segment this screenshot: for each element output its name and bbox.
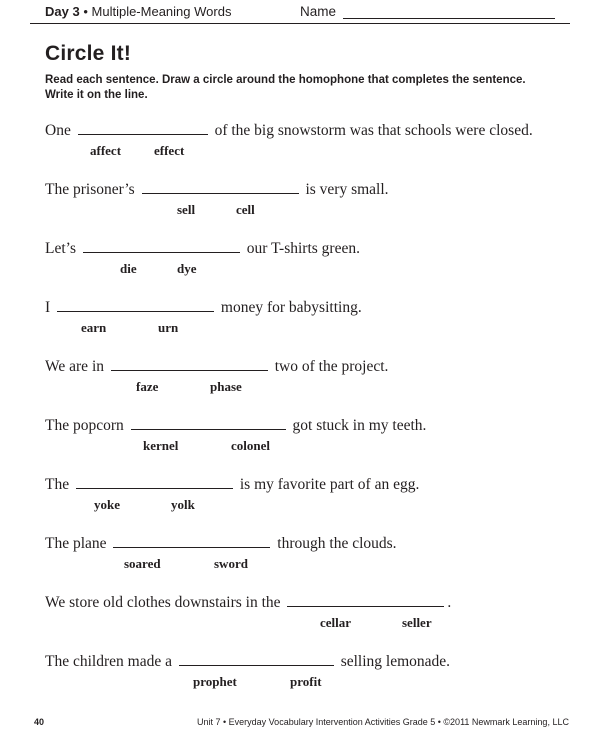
sentence-8-start: The plane [45, 535, 107, 552]
header-bullet: • [83, 4, 88, 19]
choice-sword[interactable]: sword [214, 556, 248, 571]
answer-blank-9[interactable] [287, 596, 444, 607]
name-field[interactable] [343, 18, 555, 19]
choice-dye[interactable]: dye [177, 261, 197, 276]
choice-die[interactable]: die [120, 261, 137, 276]
choice-effect[interactable]: effect [154, 143, 185, 158]
sentence-9-start: We store old clothes downstairs in the [45, 594, 281, 611]
instructions-line-2: Write it on the line. [45, 89, 148, 101]
sentence-5-start: We are in [45, 358, 104, 375]
sentence-9 [45, 594, 451, 612]
answer-blank-7[interactable] [76, 478, 233, 489]
sentence-10-start: The children made a [45, 653, 172, 670]
choice-soared[interactable]: soared [124, 556, 161, 571]
topic-label: Multiple-Meaning Words [91, 4, 232, 19]
sentence-10 [45, 653, 450, 671]
header-divider [30, 23, 570, 24]
name-label: Name [300, 4, 337, 19]
choice-colonel[interactable]: colonel [231, 438, 270, 453]
sentence-2-end: is very small. [305, 181, 389, 198]
choice-faze[interactable]: faze [136, 379, 159, 394]
choice-cell[interactable]: cell [236, 202, 255, 217]
page-header [45, 4, 557, 22]
sentence-4-end: money for babysitting. [220, 299, 362, 316]
choice-cellar[interactable]: cellar [320, 615, 352, 630]
sentence-6-end: got stuck in my teeth. [292, 417, 427, 434]
sentence-5-end: two of the project. [274, 358, 389, 375]
sentence-1 [45, 122, 533, 140]
choice-profit[interactable]: profit [290, 674, 322, 689]
sentence-6-start: The popcorn [45, 417, 124, 434]
sentence-4 [45, 299, 362, 317]
sentence-10-end: selling lemonade. [340, 653, 451, 670]
day-label: Day 3 [45, 4, 80, 19]
sentence-3-start: Let’s [45, 240, 76, 257]
choice-yolk[interactable]: yolk [171, 497, 195, 512]
answer-blank-4[interactable] [57, 301, 214, 312]
answer-blank-6[interactable] [131, 419, 286, 430]
page-title: Circle It! [45, 42, 132, 65]
choice-prophet[interactable]: prophet [193, 674, 237, 689]
footer-credit: Unit 7 • Everyday Vocabulary Intervention Activities Grade 5 • ©2011 Newmark Learning, LLC [197, 717, 569, 727]
sentence-9-end: . [447, 594, 452, 611]
answer-blank-8[interactable] [113, 537, 270, 548]
instructions [45, 73, 565, 103]
sentence-3-end: our T-shirts green. [246, 240, 360, 257]
sentence-4-start: I [45, 299, 51, 316]
sentence-2 [45, 181, 389, 199]
choice-kernel[interactable]: kernel [143, 438, 179, 453]
choice-yoke[interactable]: yoke [94, 497, 120, 512]
sentence-5 [45, 358, 388, 376]
answer-blank-5[interactable] [111, 360, 268, 371]
answer-blank-3[interactable] [83, 242, 240, 253]
choice-phase[interactable]: phase [210, 379, 242, 394]
sentence-8-end: through the clouds. [277, 535, 397, 552]
choice-earn[interactable]: earn [81, 320, 107, 335]
sentence-1-start: One [45, 122, 71, 139]
choice-affect[interactable]: affect [90, 143, 122, 158]
answer-blank-1[interactable] [78, 124, 208, 135]
answer-blank-10[interactable] [179, 655, 334, 666]
choice-sell[interactable]: sell [177, 202, 196, 217]
sentence-8 [45, 535, 397, 553]
sentence-7-end: is my favorite part of an egg. [239, 476, 420, 493]
sentence-2-start: The prisoner’s [45, 181, 135, 198]
choice-urn[interactable]: urn [158, 320, 179, 335]
instructions-line-1: Read each sentence. Draw a circle around the homophone that completes the sentence. [45, 74, 526, 86]
answer-blank-2[interactable] [142, 183, 299, 194]
sentence-1-end: of the big snowstorm was that schools were closed. [214, 122, 533, 139]
page-number: 40 [34, 717, 45, 727]
choice-seller[interactable]: seller [402, 615, 432, 630]
sentence-6 [45, 417, 426, 435]
sentence-7-start: The [45, 476, 70, 493]
sentence-3 [45, 240, 360, 258]
sentence-7 [45, 476, 419, 494]
